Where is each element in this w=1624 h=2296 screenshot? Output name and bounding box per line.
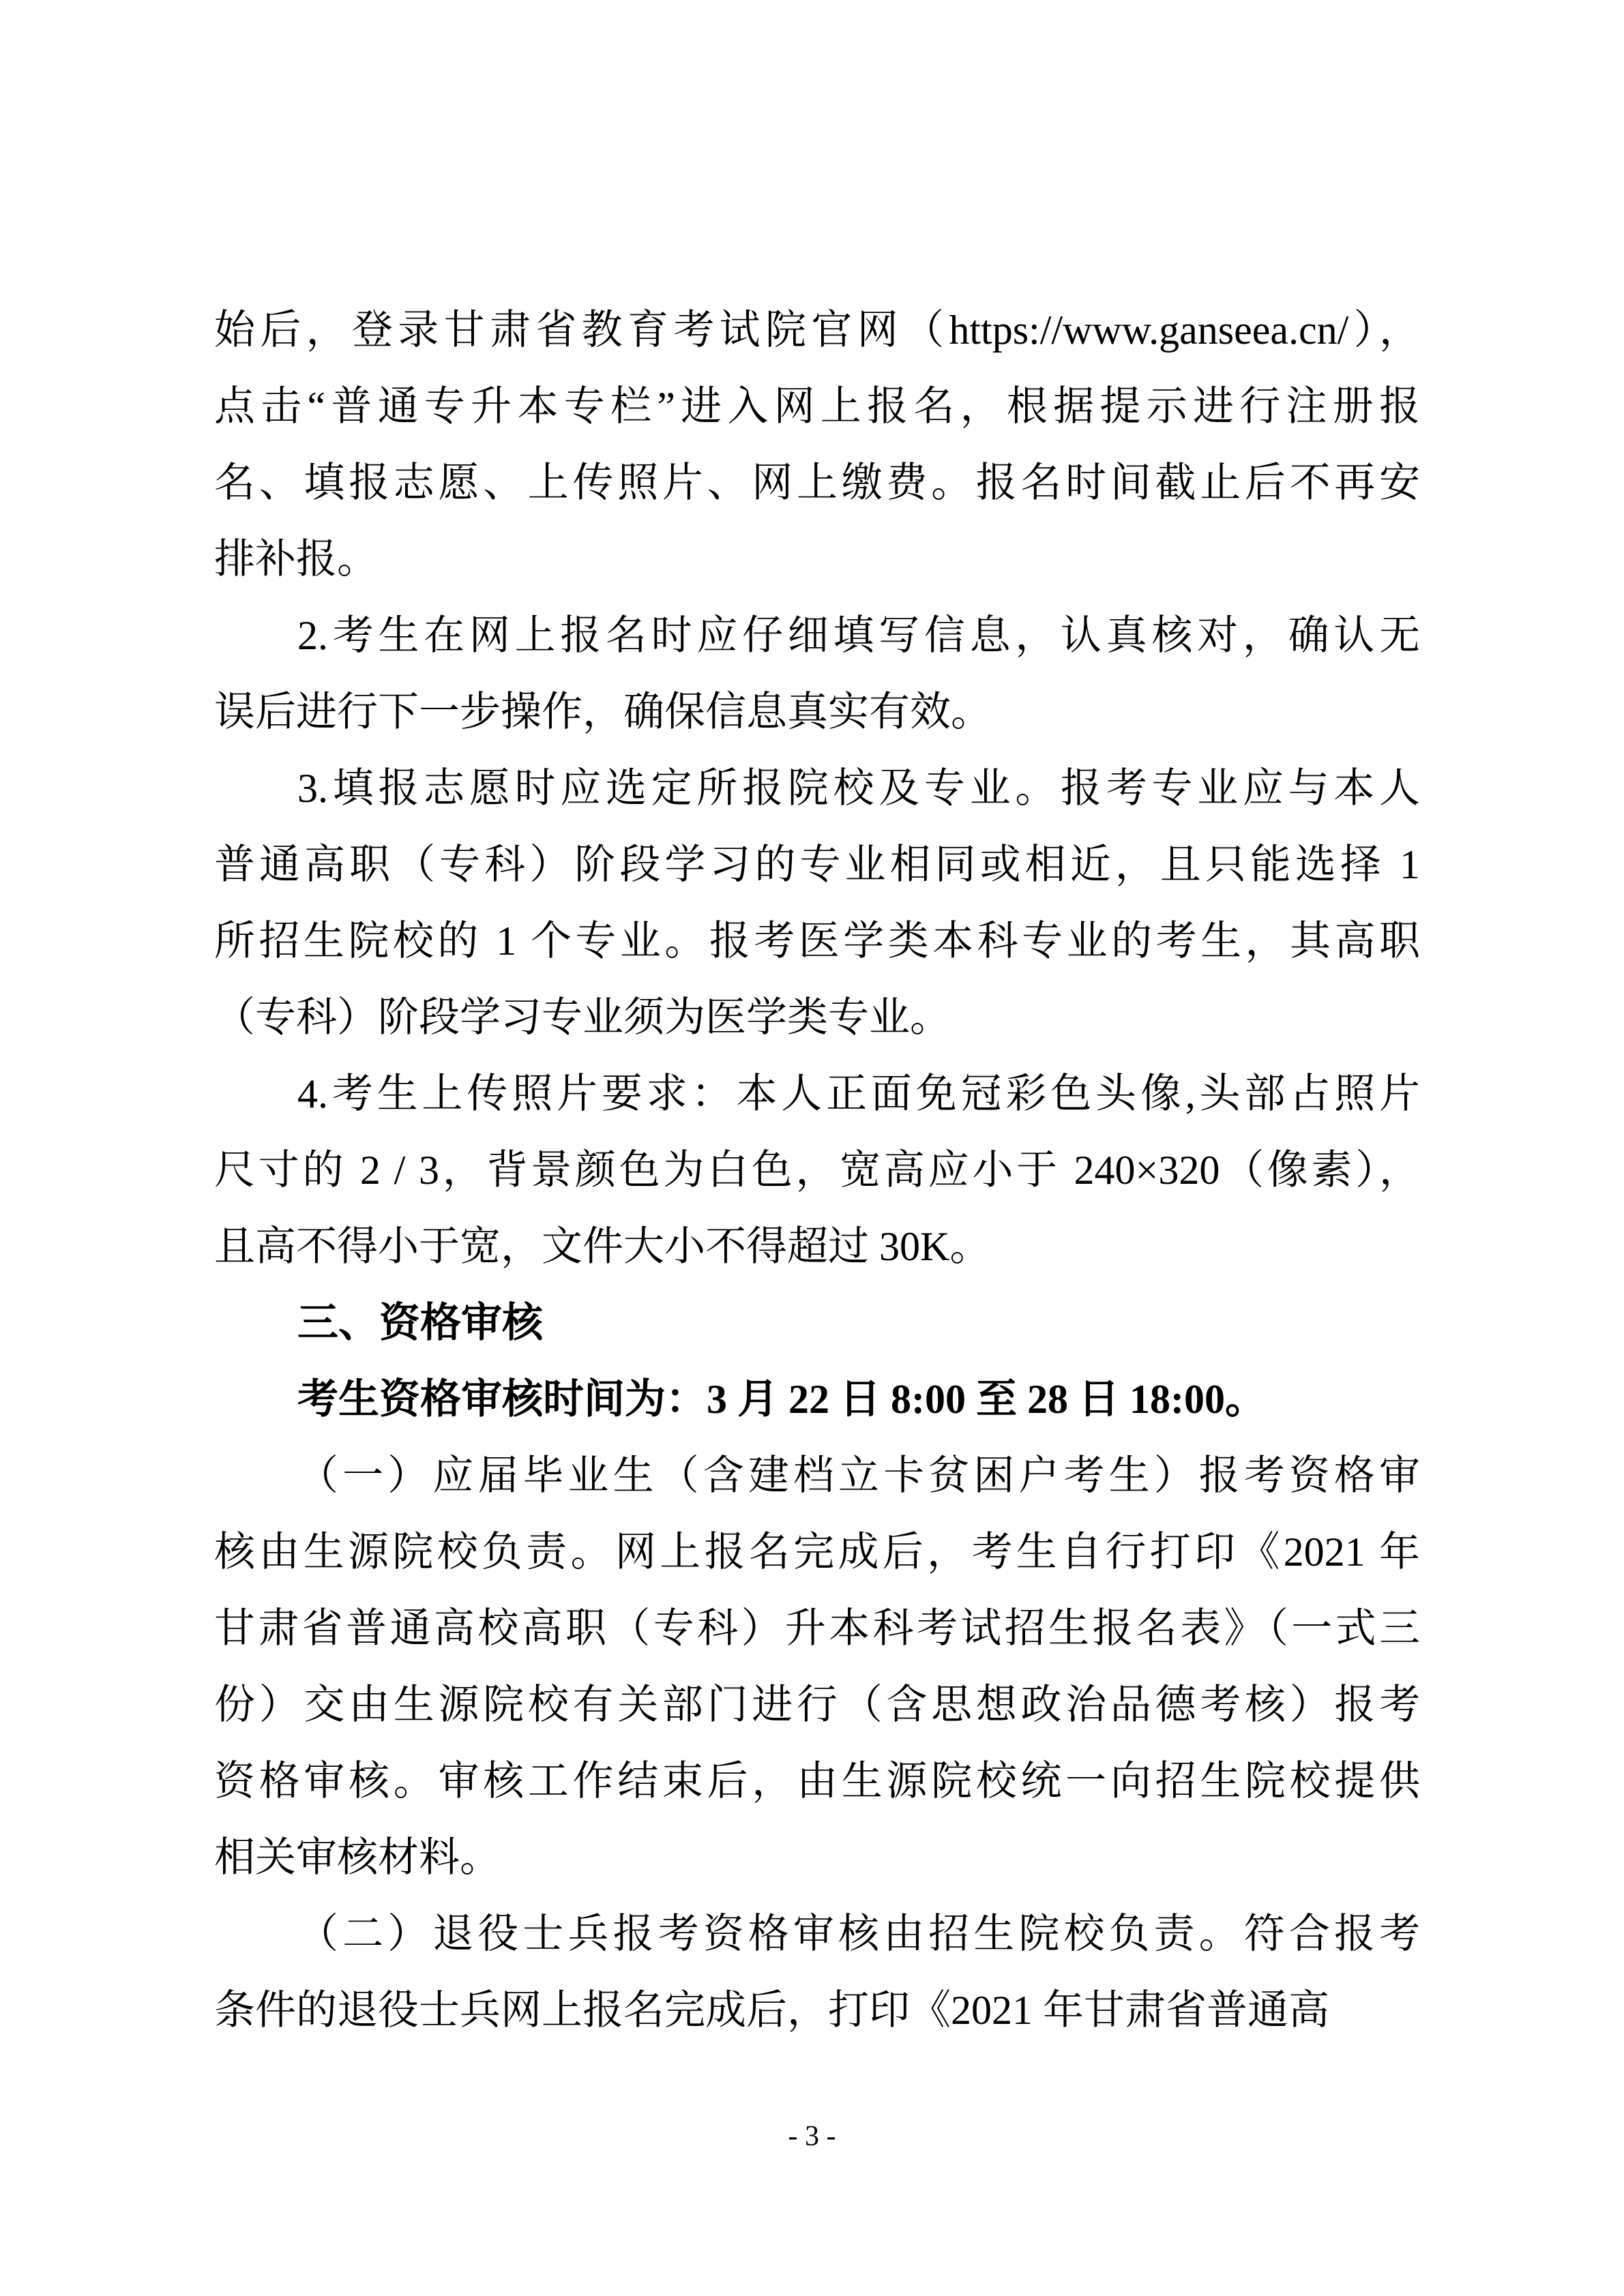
para-fresh-graduates-review-line-1: （一）应届毕业生（含建档立卡贫困户考生）报考资格审 <box>297 1453 1420 1498</box>
para-online-registration-continued-line-2: 点击“普通专升本专栏”进入网上报名，根据提示进行注册报 <box>214 384 1420 429</box>
para-item-4-photo-requirements <box>214 1056 1420 1285</box>
para-fresh-graduates-review-line-5: 资格审核。审核工作结束后，由生源院校统一向招生院校提供 <box>214 1759 1420 1804</box>
para-item-3-major-selection-line-1: 3.填报志愿时应选定所报院校及专业。报考专业应与本人 <box>297 766 1420 811</box>
para-veterans-review-line-1: （二）退役士兵报考资格审核由招生院校负责。符合报考 <box>297 1911 1420 1956</box>
para-item-3-major-selection-line-4: （专科）阶段学习专业须为医学类专业。 <box>214 995 951 1040</box>
para-review-time-line-1: 考生资格审核时间为：3 月 22 日 8:00 至 28 日 18:00。 <box>297 1377 1266 1422</box>
para-item-2-info-check-line-1: 2.考生在网上报名时应仔细填写信息，认真核对，确认无 <box>297 613 1420 658</box>
para-fresh-graduates-review-line-6: 相关审核材料。 <box>214 1835 501 1880</box>
para-item-2-info-check-line-2: 误后进行下一步操作，确保信息真实有效。 <box>214 689 992 734</box>
para-online-registration-continued <box>214 292 1420 597</box>
text-block <box>214 292 1420 2048</box>
para-veterans-review-line-2: 条件的退役士兵网上报名完成后，打印《2021 年甘肃省普通高 <box>214 1988 1329 2033</box>
para-item-2-info-check <box>214 597 1420 750</box>
para-item-4-photo-requirements-line-3: 且高不得小于宽，文件大小不得超过 30K。 <box>214 1224 991 1269</box>
heading-section-3-qualification-review-line-1: 三、资格审核 <box>297 1300 543 1345</box>
para-item-3-major-selection <box>214 750 1420 1056</box>
page-number: - 3 - <box>788 2121 836 2152</box>
para-fresh-graduates-review-line-4: 份）交由生源院校有关部门进行（含思想政治品德考核）报考 <box>214 1682 1420 1727</box>
para-online-registration-continued-line-1: 始后，登录甘肃省教育考试院官网（https://www.ganseea.cn/）， <box>214 308 1420 353</box>
para-review-time <box>214 1361 1420 1437</box>
para-fresh-graduates-review <box>214 1437 1420 1896</box>
heading-section-3-qualification-review <box>214 1285 1420 1361</box>
para-fresh-graduates-review-line-2: 核由生源院校负责。网上报名完成后，考生自行打印《2021 年 <box>214 1530 1420 1575</box>
para-online-registration-continued-line-4: 排补报。 <box>214 537 378 582</box>
para-item-3-major-selection-line-2: 普通高职（专科）阶段学习的专业相同或相近，且只能选择 1 <box>214 842 1420 887</box>
para-fresh-graduates-review-line-3: 甘肃省普通高校高职（专科）升本科考试招生报名表》（一式三 <box>214 1606 1420 1651</box>
para-item-3-major-selection-line-3: 所招生院校的 1 个专业。报考医学类本科专业的考生，其高职 <box>214 919 1420 964</box>
para-veterans-review <box>214 1896 1420 2048</box>
para-item-4-photo-requirements-line-1: 4.考生上传照片要求：本人正面免冠彩色头像,头部占照片 <box>297 1071 1420 1116</box>
para-item-4-photo-requirements-line-2: 尺寸的 2 / 3，背景颜色为白色，宽高应小于 240×320（像素）， <box>214 1148 1420 1193</box>
para-online-registration-continued-line-3: 名、填报志愿、上传照片、网上缴费。报名时间截止后不再安 <box>214 460 1420 505</box>
